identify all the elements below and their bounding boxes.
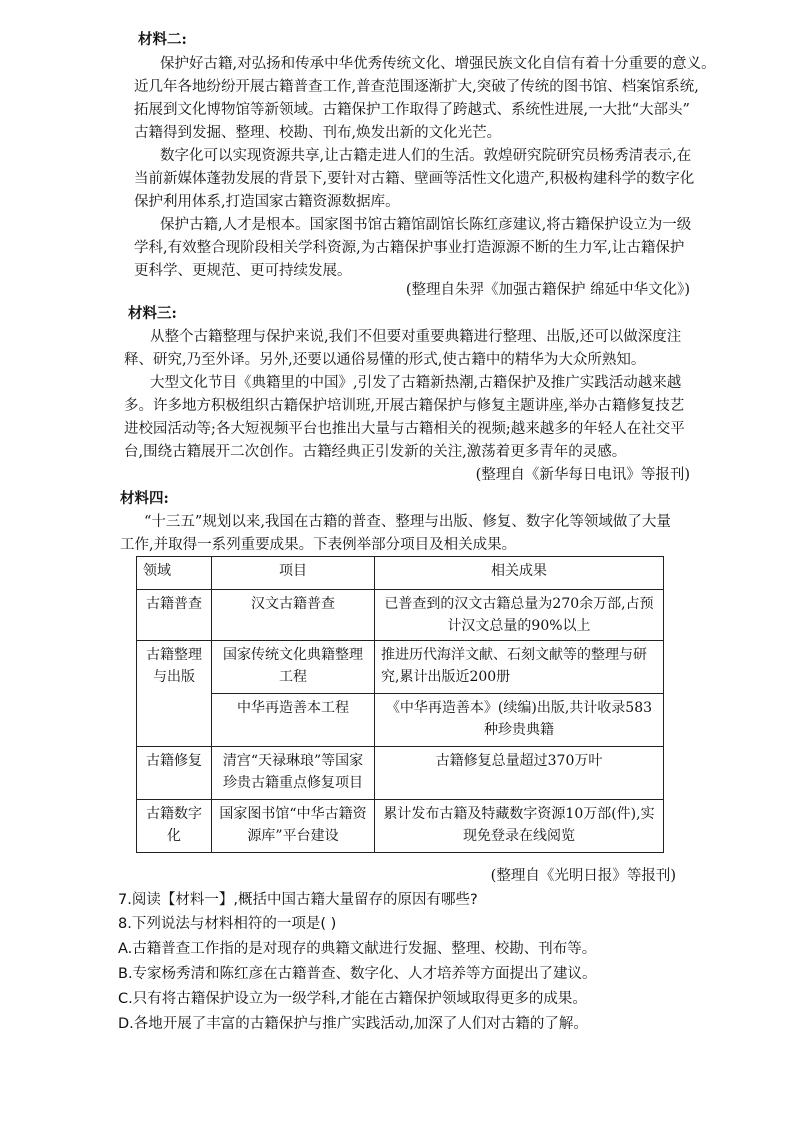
option-b: B.专家杨秀清和陈红彦在古籍普查、数字化、人才培养等方面提出了建议。 bbox=[118, 966, 597, 982]
material3-heading: 材料三: bbox=[128, 305, 177, 322]
table-cell-project: 国家图书馆“中华古籍资源库”平台建设 bbox=[212, 800, 375, 853]
material3-source: (整理自《新华每日电讯》等报刊) bbox=[475, 467, 690, 483]
option-a: A.古籍普查工作指的是对现存的典籍文献进行发掘、整理、校勘、刊布等。 bbox=[118, 941, 597, 957]
question-8: 8.下列说法与材料相符的一项是( ) bbox=[118, 916, 337, 932]
paragraph-line: 拓展到文化博物馆等新领域。古籍保护工作取得了跨越式、系统性进展,一大批“大部头” bbox=[134, 102, 690, 118]
option-d: D.各地开展了丰富的古籍保护与推广实践活动,加深了人们对古籍的了解。 bbox=[118, 1016, 588, 1032]
paragraph-line: 保护古籍,人才是根本。国家图书馆古籍馆副馆长陈红彦建议,将古籍保护设立为一级 bbox=[160, 217, 692, 233]
paragraph-line: 进校园活动等;各大短视频平台也推出大量与古籍相关的视频;越来越多的年轻人在社交平 bbox=[124, 421, 685, 437]
table-cell-field: 古籍整理与出版 bbox=[137, 641, 212, 747]
paragraph-line: 古籍得到发掘、整理、校勘、刊布,焕发出新的文化光芒。 bbox=[134, 125, 502, 141]
paragraph-line: 大型文化节目《典籍里的中国》,引发了古籍新热潮,古籍保护及推广实践活动越来越 bbox=[150, 375, 682, 391]
paragraph-line: 近几年各地纷纷开展古籍普查工作,普查范围逐渐扩大,突破了传统的图书馆、档案馆系统, bbox=[134, 79, 699, 95]
question-7: 7.阅读【材料一】,概括中国古籍大量留存的原因有哪些? bbox=[118, 892, 478, 908]
table-row bbox=[137, 747, 664, 800]
material2-source: (整理自朱羿《加强古籍保护 绵延中华文化》) bbox=[405, 282, 690, 298]
achievements-table bbox=[136, 556, 664, 853]
table-header-cell: 相关成果 bbox=[375, 557, 664, 590]
option-c: C.只有将古籍保护设立为一级学科,才能在古籍保护领域取得更多的成果。 bbox=[118, 991, 587, 1007]
table-row bbox=[137, 590, 664, 641]
table-cell-project: 国家传统文化典籍整理工程 bbox=[212, 641, 375, 694]
paragraph-line: 工作,并取得一系列重要成果。下表例举部分项目及相关成果。 bbox=[120, 537, 517, 553]
paragraph-line: 数字化可以实现资源共享,让古籍走进人们的生活。敦煌研究院研究员杨秀清表示,在 bbox=[160, 148, 692, 164]
table-cell-result: 已普查到的汉文古籍总量为270余万部,占预计汉文总量的90%以上 bbox=[375, 590, 664, 641]
table-header-cell: 领域 bbox=[137, 557, 212, 590]
table-cell-field: 古籍普查 bbox=[137, 590, 212, 641]
table-cell-result: 《中华再造善本》(续编)出版,共计收录583种珍贵典籍 bbox=[375, 694, 664, 747]
material4-heading: 材料四: bbox=[120, 490, 169, 507]
paragraph-line: 保护好古籍,对弘扬和传承中华优秀传统文化、增强民族文化自信有着十分重要的意义。 bbox=[160, 56, 716, 72]
table-header-cell: 项目 bbox=[212, 557, 375, 590]
paragraph-line: 保护利用体系,打造国家古籍资源数据库。 bbox=[134, 194, 400, 210]
material4-source: (整理自《光明日报》等报刊) bbox=[490, 868, 676, 884]
paragraph-line: 更科学、更规范、更可持续发展。 bbox=[134, 263, 352, 279]
paragraph-line: 从整个古籍整理与保护来说,我们不但要对重要典籍进行整理、出版,还可以做深度注 bbox=[150, 329, 682, 345]
paragraph-line: “十三五”规划以来,我国在古籍的普查、整理与出版、修复、数字化等领域做了大量 bbox=[144, 514, 671, 530]
table-cell-result: 累计发布古籍及特藏数字资源10万部(件),实现免登录在线阅览 bbox=[375, 800, 664, 853]
table-cell-field: 古籍数字化 bbox=[137, 800, 212, 853]
table-cell-field: 古籍修复 bbox=[137, 747, 212, 800]
table-cell-project: 中华再造善本工程 bbox=[212, 694, 375, 747]
paragraph-line: 当前新媒体蓬勃发展的背景下,要针对古籍、壁画等活性文化遗产,积极构建科学的数字化 bbox=[134, 171, 695, 187]
paragraph-line: 台,围绕古籍展开二次创作。古籍经典正引发新的关注,激荡着更多青年的灵感。 bbox=[124, 444, 627, 460]
table-cell-result: 推进历代海洋文献、石刻文献等的整理与研究,累计出版近200册 bbox=[375, 641, 664, 694]
table-row bbox=[137, 694, 664, 747]
table-cell-result: 古籍修复总量超过370万叶 bbox=[375, 747, 664, 800]
table-header-row bbox=[137, 557, 664, 590]
paragraph-line: 学科,有效整合现阶段相关学科资源,为古籍保护事业打造源源不断的生力军,让古籍保护 bbox=[134, 240, 685, 256]
table-row bbox=[137, 800, 664, 853]
table-row bbox=[137, 641, 664, 694]
table-cell-project: 清宫“天禄琳琅”等国家珍贵古籍重点修复项目 bbox=[212, 747, 375, 800]
material2-heading: 材料二: bbox=[138, 31, 187, 48]
paragraph-line: 释、研究,乃至外译。另外,还要以通俗易懂的形式,使古籍中的精华为大众所熟知。 bbox=[124, 352, 646, 368]
table-cell-project: 汉文古籍普查 bbox=[212, 590, 375, 641]
paragraph-line: 多。许多地方积极组织古籍保护培训班,开展古籍保护与修复主题讲座,举办古籍修复技艺 bbox=[124, 398, 685, 414]
